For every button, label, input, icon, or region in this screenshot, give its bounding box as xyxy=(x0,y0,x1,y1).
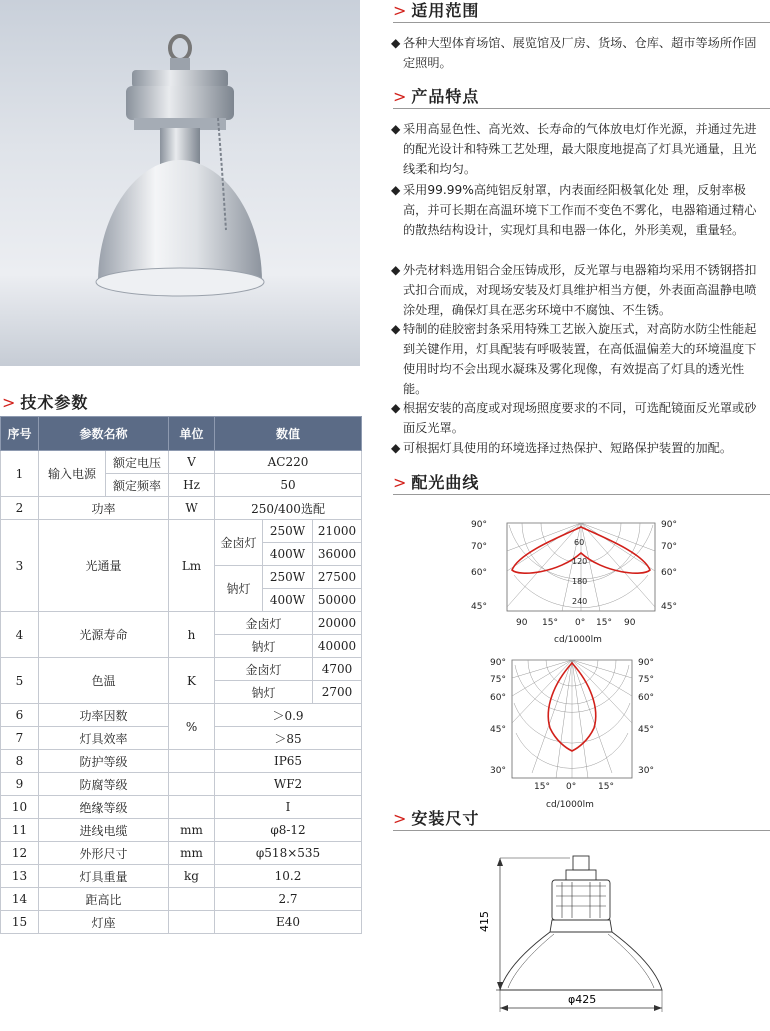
section-arrow-icon: > xyxy=(393,1,408,20)
lamp-neck xyxy=(550,920,612,932)
lamp-mount xyxy=(566,870,596,880)
param-name: 功率 xyxy=(39,497,169,520)
table-header-row xyxy=(1,417,362,451)
col-header-unit: 单位 xyxy=(169,417,215,451)
param-unit: % xyxy=(169,704,215,750)
table-row xyxy=(1,888,362,911)
table-row xyxy=(1,612,362,635)
table-row xyxy=(1,750,362,773)
left-angle-label: 90° xyxy=(471,520,487,530)
param-value: 2700 xyxy=(313,681,362,704)
left-angle-label: 75° xyxy=(490,675,506,685)
table-row xyxy=(1,658,362,681)
features-section-title: > 产品特点 xyxy=(393,87,480,106)
bottom-angle-label: 15° xyxy=(596,618,612,628)
param-name: 灯具效率 xyxy=(39,727,169,750)
radial-label: 60 xyxy=(574,538,585,547)
param-unit: mm xyxy=(169,819,215,842)
param-value: 50 xyxy=(215,474,362,497)
table-row xyxy=(1,842,362,865)
feature-bullet: ◆ 外壳材料选用铝合金压铸成形，反光罩与电器箱均采用不锈钢搭扣式扣合而成，对现场安装及灯具维护相当方便，外表面高温静电喷涂处理，确保灯具在恶劣环境中不腐蚀、不生锈。 xyxy=(391,260,767,320)
bottom-angle-label: 15° xyxy=(534,782,550,792)
section-divider xyxy=(393,830,770,831)
param-name: 额定频率 xyxy=(106,474,169,497)
param-value: 50000 xyxy=(313,589,362,612)
row-no: 4 xyxy=(1,612,39,658)
param-unit xyxy=(169,911,215,934)
table-row xyxy=(1,865,362,888)
right-angle-label: 75° xyxy=(638,675,654,685)
lamp-photo-illustration xyxy=(0,0,360,366)
radial-label: 180 xyxy=(572,577,588,586)
left-angle-label: 60° xyxy=(490,693,506,703)
param-value: IP65 xyxy=(215,750,362,773)
param-name: 功率因数 xyxy=(39,704,169,727)
col-header-no: 序号 xyxy=(1,417,39,451)
curve-unit-label: cd/1000lm xyxy=(546,800,594,810)
section-arrow-icon: > xyxy=(2,393,17,412)
scope-section-title: > 适用范围 xyxy=(393,1,480,20)
param-unit: h xyxy=(169,612,215,658)
param-name: 光源寿命 xyxy=(39,612,169,658)
param-value: 36000 xyxy=(313,543,362,566)
param-value: φ518×535 xyxy=(215,842,362,865)
section-arrow-icon: > xyxy=(393,809,408,828)
param-value: 27500 xyxy=(313,566,362,589)
param-unit xyxy=(169,773,215,796)
param-value: 21000 xyxy=(313,520,362,543)
diameter-dimension-label: φ425 xyxy=(568,993,597,1006)
param-unit: mm xyxy=(169,842,215,865)
table-row xyxy=(1,704,362,727)
param-value: ＞0.9 xyxy=(215,704,362,727)
param-name: 距高比 xyxy=(39,888,169,911)
diamond-bullet-icon: ◆ xyxy=(391,36,401,50)
param-value: 20000 xyxy=(313,612,362,635)
distribution-curve-2 xyxy=(484,653,674,811)
lamp-type: 金卤灯 xyxy=(215,658,313,681)
param-value: φ8-12 xyxy=(215,819,362,842)
bottom-angle-label: 15° xyxy=(542,618,558,628)
left-angle-label: 45° xyxy=(471,602,487,612)
tech-section-title: > 技术参数 xyxy=(2,393,89,412)
table-row xyxy=(1,520,362,543)
dimension-arrow-icon xyxy=(500,1005,508,1011)
diamond-bullet-icon: ◆ xyxy=(391,401,401,415)
diamond-bullet-icon: ◆ xyxy=(391,263,401,277)
param-unit: Lm xyxy=(169,520,215,612)
param-value: 10.2 xyxy=(215,865,362,888)
table-row xyxy=(1,497,362,520)
param-unit: K xyxy=(169,658,215,704)
param-value: E40 xyxy=(215,911,362,934)
param-name: 色温 xyxy=(39,658,169,704)
left-angle-label: 90° xyxy=(490,658,506,668)
install-section-title: > 安装尺寸 xyxy=(393,809,480,828)
section-divider xyxy=(393,22,770,23)
param-name: 防腐等级 xyxy=(39,773,169,796)
scope-bullet: ◆ 各种大型体育场馆、展览馆及厂房、货场、仓库、超市等场所作固定照明。 xyxy=(391,33,767,73)
row-no: 9 xyxy=(1,773,39,796)
row-no: 6 xyxy=(1,704,39,727)
table-row xyxy=(1,451,362,474)
curve-section-title: > 配光曲线 xyxy=(393,473,480,492)
left-angle-label: 45° xyxy=(490,725,506,735)
curve-unit-label: cd/1000lm xyxy=(554,635,602,645)
right-angle-label: 30° xyxy=(638,766,654,776)
row-no: 2 xyxy=(1,497,39,520)
dimension-arrow-icon xyxy=(497,858,503,866)
spec-table xyxy=(0,416,362,934)
left-angle-label: 60° xyxy=(471,568,487,578)
param-name: 额定电压 xyxy=(106,451,169,474)
lamp-power: 400W xyxy=(263,589,313,612)
param-unit xyxy=(169,750,215,773)
param-value: 250/400选配 xyxy=(215,497,362,520)
param-unit: kg xyxy=(169,865,215,888)
table-row xyxy=(1,796,362,819)
left-angle-label: 70° xyxy=(471,542,487,552)
right-angle-label: 90° xyxy=(661,520,677,530)
feature-bullet: ◆ 可根据灯具使用的环境选择过热保护、短路保护装置的加配。 xyxy=(391,438,767,458)
radial-label: 240 xyxy=(572,597,588,606)
param-unit: Hz xyxy=(169,474,215,497)
bottom-angle-label: 90 xyxy=(624,618,636,628)
bottom-angle-label: 0° xyxy=(575,618,586,628)
param-value: AC220 xyxy=(215,451,362,474)
row-no: 13 xyxy=(1,865,39,888)
row-no: 5 xyxy=(1,658,39,704)
row-no: 10 xyxy=(1,796,39,819)
distribution-curve-1 xyxy=(464,515,694,647)
param-value: Ⅰ xyxy=(215,796,362,819)
lamp-power: 250W xyxy=(263,520,313,543)
row-no: 8 xyxy=(1,750,39,773)
lamp-power: 400W xyxy=(263,543,313,566)
lamp-power: 250W xyxy=(263,566,313,589)
feature-bullet: ◆ 采用高显色性、高光效、长寿命的气体放电灯作光源，并通过先进的配光设计和特殊工艺处理，最大限度地提高了灯具光通量，且光线柔和均匀。 xyxy=(391,119,767,179)
section-arrow-icon: > xyxy=(393,473,408,492)
row-no: 3 xyxy=(1,520,39,612)
param-name: 防护等级 xyxy=(39,750,169,773)
bottom-angle-label: 15° xyxy=(598,782,614,792)
param-name: 灯座 xyxy=(39,911,169,934)
right-angle-label: 70° xyxy=(661,542,677,552)
diamond-bullet-icon: ◆ xyxy=(391,122,401,136)
row-no: 14 xyxy=(1,888,39,911)
param-name: 外形尺寸 xyxy=(39,842,169,865)
section-divider xyxy=(393,494,770,495)
right-angle-label: 60° xyxy=(638,693,654,703)
feature-bullet: ◆ 采用99.99%高纯铝反射罩，内表面经阳极氧化处 理，反射率极高，并可长期在高温环境下工作而不变色不雾化，电器箱通过精心的散热结构设计，实现灯具和电器一体化，外形美观，重量轻。 xyxy=(391,180,767,240)
dimension-arrow-icon xyxy=(654,1005,662,1011)
param-unit: V xyxy=(169,451,215,474)
lamp-type: 金卤灯 xyxy=(215,612,313,635)
param-name: 绝缘等级 xyxy=(39,796,169,819)
param-name: 光通量 xyxy=(39,520,169,612)
bottom-angle-label: 90 xyxy=(516,618,528,628)
row-no: 15 xyxy=(1,911,39,934)
install-dimension-drawing xyxy=(476,850,696,1020)
table-row xyxy=(1,773,362,796)
param-name: 灯具重量 xyxy=(39,865,169,888)
lamp-type: 钠灯 xyxy=(215,566,263,612)
param-value: ＞85 xyxy=(215,727,362,750)
right-angle-label: 90° xyxy=(638,658,654,668)
param-group: 输入电源 xyxy=(39,451,106,497)
param-name: 进线电缆 xyxy=(39,819,169,842)
section-divider xyxy=(393,108,770,109)
dimension-arrow-icon xyxy=(497,982,503,990)
lamp-type: 金卤灯 xyxy=(215,520,263,566)
table-row xyxy=(1,911,362,934)
col-header-name: 参数名称 xyxy=(39,417,169,451)
diamond-bullet-icon: ◆ xyxy=(391,322,401,336)
param-unit xyxy=(169,796,215,819)
lamp-type: 钠灯 xyxy=(215,681,313,704)
param-unit xyxy=(169,888,215,911)
lamp-reflector xyxy=(500,932,662,990)
right-angle-label: 45° xyxy=(638,725,654,735)
param-value: WF2 xyxy=(215,773,362,796)
right-angle-label: 45° xyxy=(661,602,677,612)
height-dimension-label: 415 xyxy=(478,911,491,932)
radial-label: 120 xyxy=(572,557,588,566)
param-unit: W xyxy=(169,497,215,520)
table-row xyxy=(1,819,362,842)
row-no: 1 xyxy=(1,451,39,497)
row-no: 7 xyxy=(1,727,39,750)
lamp-top-cap xyxy=(573,856,589,870)
feature-bullet: ◆ 根据安装的高度或对现场照度要求的不同，可选配镜面反光罩或砂面反光罩。 xyxy=(391,398,767,438)
polar-grid xyxy=(512,660,632,778)
diamond-bullet-icon: ◆ xyxy=(391,183,401,197)
bottom-angle-label: 0° xyxy=(566,782,577,792)
param-value: 40000 xyxy=(313,635,362,658)
feature-bullet: ◆ 特制的硅胶密封条采用特殊工艺嵌入旋压式，对高防水防尘性能起到关键作用，灯具配装有呼吸装置，在高低温偏差大的环境温度下使用时均不会出现水凝珠及雾化现像，有效提高了灯具的透光性能。 xyxy=(391,319,767,399)
lamp-type: 钠灯 xyxy=(215,635,313,658)
right-angle-label: 60° xyxy=(661,568,677,578)
row-no: 11 xyxy=(1,819,39,842)
product-photo xyxy=(0,0,360,366)
param-value: 2.7 xyxy=(215,888,362,911)
row-no: 12 xyxy=(1,842,39,865)
section-arrow-icon: > xyxy=(393,87,408,106)
param-value: 4700 xyxy=(313,658,362,681)
diamond-bullet-icon: ◆ xyxy=(391,441,401,455)
col-header-value: 数值 xyxy=(215,417,362,451)
left-angle-label: 30° xyxy=(490,766,506,776)
